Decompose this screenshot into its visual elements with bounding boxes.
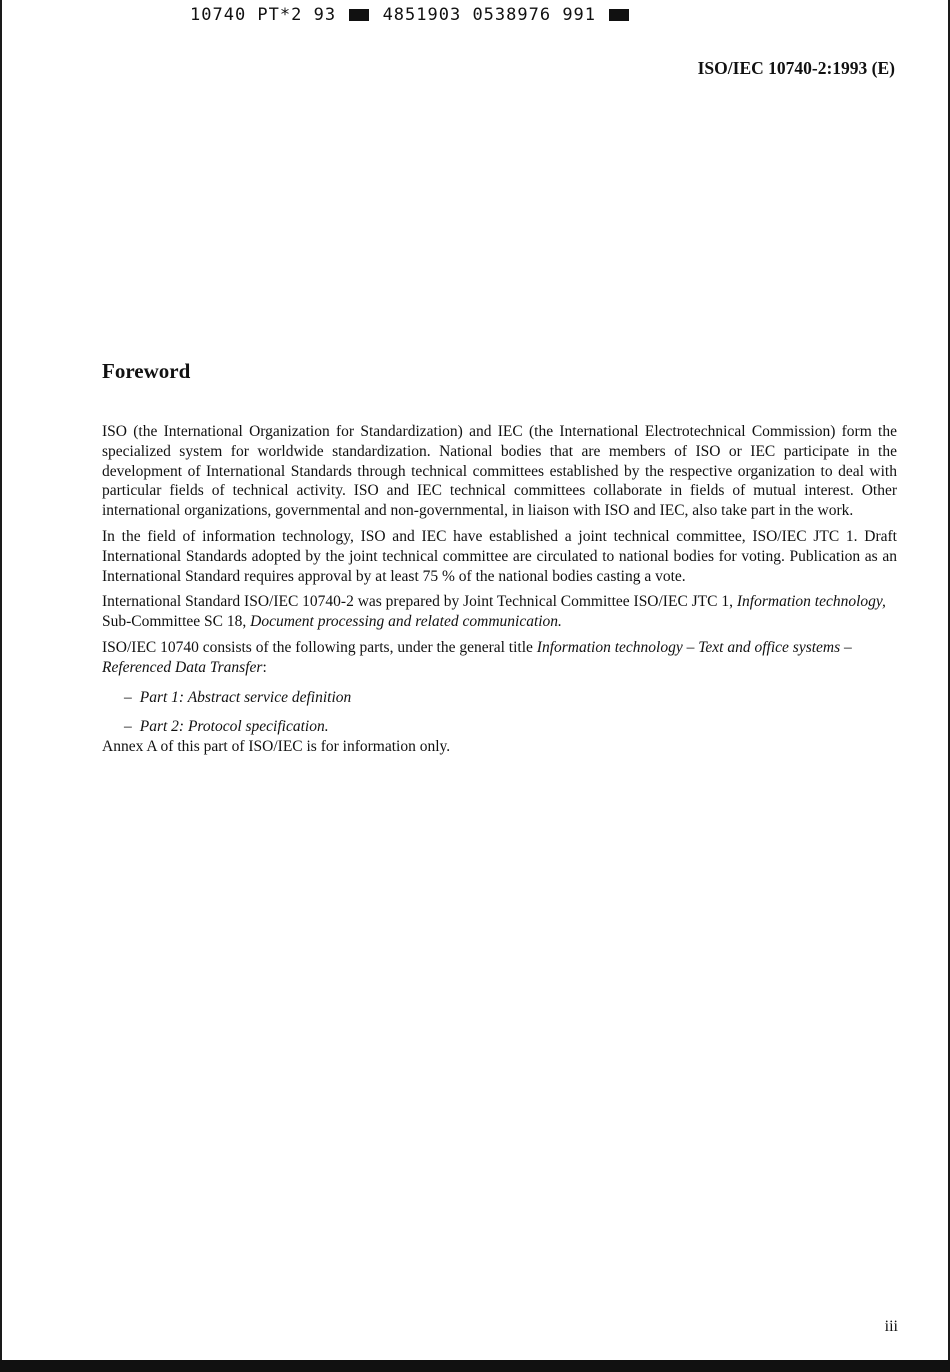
paragraph-jtc1: In the field of information technology, ISO and IEC have established a joint technical committee, ISO/IEC JTC 1. Draft International Standards adopted by the joint technical committee are circulated to national bodies for voting. Publication as an International Standard requires approval by at least 75 % of the national bodies casting a vote. xyxy=(102,527,897,585)
barcode-block-2 xyxy=(609,9,629,21)
parts-intro-text: ISO/IEC 10740 consists of the following parts, under the general title xyxy=(102,638,537,656)
barcode-block-1 xyxy=(349,9,369,21)
subcommittee-name: Document processing and related communication. xyxy=(250,613,562,631)
list-item-part-2 xyxy=(124,717,897,737)
foreword-title: Foreword xyxy=(102,359,191,383)
parts-colon: : xyxy=(262,658,267,676)
page-number: iii xyxy=(884,1318,898,1335)
paragraph-prepared-by xyxy=(102,592,897,632)
subcommittee-text: Sub-Committee SC 18, xyxy=(102,613,251,631)
committee-name: Information technology, xyxy=(736,593,886,611)
list-dash: – xyxy=(124,688,132,706)
list-dash: – xyxy=(124,718,132,736)
document-identifier: ISO/IEC 10740-2:1993 (E) xyxy=(697,58,895,78)
scan-edge-bottom xyxy=(0,1360,950,1372)
prepared-by-text: International Standard ISO/IEC 10740-2 was prepared by Joint Technical Committee ISO/IEC JTC 1, xyxy=(102,593,737,611)
paragraph-annex: Annex A of this part of ISO/IEC is for information only. xyxy=(102,738,451,756)
barcode-text-1: 10740 PT*2 93 xyxy=(190,5,337,25)
foreword-body xyxy=(102,422,897,763)
scan-edge-left xyxy=(0,0,2,1372)
scan-barcode-line xyxy=(190,5,631,25)
paragraph-parts xyxy=(102,638,897,678)
list-item-text: Part 1: Abstract service definition xyxy=(139,688,352,706)
barcode-text-2: 4851903 0538976 991 xyxy=(382,5,597,25)
list-item-part-1 xyxy=(124,688,897,708)
general-title: Information technology – Text and office systems – Referenced Data Transfer xyxy=(102,638,852,676)
paragraph-iso-iec: ISO (the International Organization for Standardization) and IEC (the International Electrotechnical Commission) form the specialized system for worldwide standardization. National bodies that are members of ISO or IEC participate in the development of International Standards through technical committees established by the respective organization to deal with particular fields of technical activity. ISO and IEC technical committees collaborate in fields of mutual interest. Other international organizations, governmental and non-governmental, in liaison with ISO and IEC, also take part in the work. xyxy=(102,423,897,520)
list-item-text: Part 2: Protocol specification. xyxy=(139,718,329,736)
